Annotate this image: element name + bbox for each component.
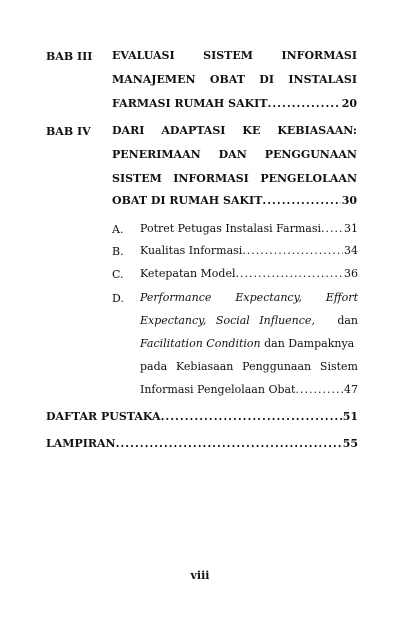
lampiran-page: 55 (342, 437, 358, 450)
bab-iv-title-line-4[interactable] (112, 195, 357, 206)
sub-a-page: 31 (344, 222, 358, 235)
sub-a-letter: A. (112, 223, 124, 236)
lampiran-title: LAMPIRAN (46, 437, 116, 450)
sub-d-line-4: pada Kebiasaan Penggunaan Sistem (140, 360, 358, 373)
bab-iii-label: BAB III (46, 50, 93, 63)
sub-a-entry[interactable] (140, 223, 358, 234)
sub-d-line-1: Performance Expectancy, Effort (140, 291, 358, 304)
bab-iv-label: BAB IV (46, 125, 91, 138)
dot-leader (242, 245, 343, 256)
sub-b-letter: B. (112, 245, 124, 258)
lampiran-entry[interactable] (46, 438, 358, 449)
sub-d-line-2-plain: dan (337, 314, 358, 327)
daftar-pustaka-page: 51 (342, 410, 358, 423)
dot-leader (116, 438, 342, 449)
bab-iii-title-text: FARMASI RUMAH SAKIT (112, 97, 268, 110)
sub-a-title: Potret Petugas Instalasi Farmasi (140, 222, 321, 235)
bab-iv-page: 30 (341, 194, 357, 207)
daftar-pustaka-entry[interactable] (46, 411, 358, 422)
dot-leader (262, 195, 340, 206)
bab-iii-title-line-2: MANAJEMEN OBAT DI INSTALASI (112, 73, 357, 86)
bab-iv-title-text: OBAT DI RUMAH SAKIT (112, 194, 263, 207)
bab-iii-page: 20 (341, 97, 357, 110)
sub-c-letter: C. (112, 268, 124, 281)
dot-leader (321, 223, 343, 234)
sub-d-letter: D. (112, 292, 124, 305)
bab-iv-title-line-3: SISTEM INFORMASI PENGELOLAAN (112, 172, 357, 185)
sub-d-line-3-plain: dan Dampaknya (264, 337, 355, 350)
sub-b-page: 34 (344, 244, 358, 257)
sub-c-title: Ketepatan Model (140, 267, 236, 280)
sub-d-title-end: Informasi Pengelolaan Obat (140, 383, 296, 396)
sub-c-page: 36 (344, 267, 358, 280)
sub-d-line-3-italic: Facilitation Condition (140, 337, 261, 350)
sub-d-line-3 (140, 338, 358, 349)
dot-leader (268, 98, 341, 109)
sub-d-line-2 (140, 315, 358, 326)
bab-iii-title-line-3[interactable] (112, 98, 357, 109)
sub-d-line-5[interactable] (140, 384, 358, 395)
sub-d-page: 47 (344, 383, 358, 396)
bab-iv-title-line-2: PENERIMAAN DAN PENGGUNAAN (112, 148, 357, 161)
bab-iv-title-line-1: DARI ADAPTASI KE KEBIASAAN: (112, 124, 357, 137)
dot-leader (295, 384, 343, 395)
sub-b-entry[interactable] (140, 245, 358, 256)
page-number: viii (190, 569, 210, 582)
sub-c-entry[interactable] (140, 268, 358, 279)
daftar-pustaka-title: DAFTAR PUSTAKA (46, 410, 161, 423)
sub-b-title: Kualitas Informasi (140, 244, 243, 257)
dot-leader (161, 411, 342, 422)
dot-leader (235, 268, 343, 279)
sub-d-line-2-italic: Expectancy, Social Influence, (140, 314, 315, 327)
bab-iii-title-line-1: EVALUASI SISTEM INFORMASI (112, 49, 357, 62)
